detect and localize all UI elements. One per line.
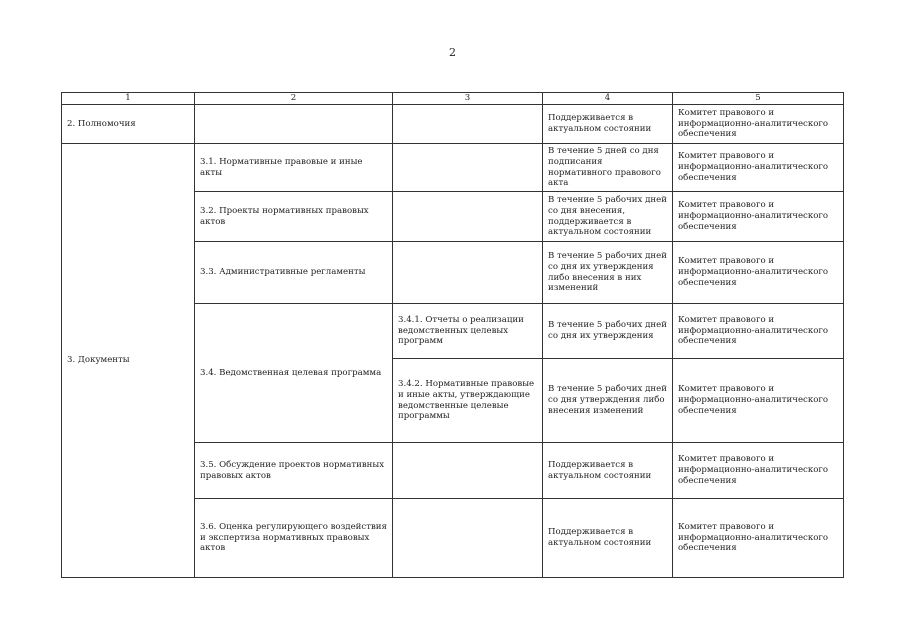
- section-cell: 2. Полномочия: [62, 105, 195, 144]
- term-cell: Поддерживается в актуальном состоянии: [543, 443, 673, 499]
- header-cell: 2: [195, 93, 393, 105]
- item-cell: 3.6. Оценка регулирующего воздействия и экспертиза нормативных правовых актов: [195, 499, 393, 578]
- term-cell: В течение 5 дней со дня подписания нормативного правового акта: [543, 144, 673, 192]
- empty-cell: [393, 105, 543, 144]
- document-table: [61, 92, 844, 578]
- responsible-cell: Комитет правового и информационно-аналитического обеспечения: [673, 443, 844, 499]
- responsible-cell: Комитет правового и информационно-аналитического обеспечения: [673, 105, 844, 144]
- responsible-cell: Комитет правового и информационно-аналитического обеспечения: [673, 304, 844, 359]
- responsible-cell: Комитет правового и информационно-аналитического обеспечения: [673, 499, 844, 578]
- empty-cell: [393, 192, 543, 242]
- responsible-cell: Комитет правового и информационно-аналитического обеспечения: [673, 192, 844, 242]
- header-cell: 1: [62, 93, 195, 105]
- term-cell: В течение 5 рабочих дней со дня их утверждения: [543, 304, 673, 359]
- responsible-cell: Комитет правового и информационно-аналитического обеспечения: [673, 242, 844, 304]
- empty-cell: [393, 499, 543, 578]
- item-cell: 3.1. Нормативные правовые и иные акты: [195, 144, 393, 192]
- header-cell: 4: [543, 93, 673, 105]
- empty-cell: [195, 105, 393, 144]
- table-row: [62, 105, 844, 144]
- table-row: [62, 144, 844, 192]
- header-cell: 3: [393, 93, 543, 105]
- term-cell: Поддерживается в актуальном состоянии: [543, 499, 673, 578]
- empty-cell: [393, 242, 543, 304]
- empty-cell: [393, 144, 543, 192]
- section-cell: 3. Документы: [62, 144, 195, 578]
- item-cell: 3.2. Проекты нормативных правовых актов: [195, 192, 393, 242]
- page-number: 2: [449, 46, 456, 59]
- item-cell: 3.5. Обсуждение проектов нормативных правовых актов: [195, 443, 393, 499]
- subitem-cell: 3.4.2. Нормативные правовые и иные акты, утверждающие ведомственные целевые программы: [393, 359, 543, 443]
- subitem-cell: 3.4.1. Отчеты о реализации ведомственных целевых программ: [393, 304, 543, 359]
- term-cell: В течение 5 рабочих дней со дня утверждения либо внесения изменений: [543, 359, 673, 443]
- responsible-cell: Комитет правового и информационно-аналитического обеспечения: [673, 359, 844, 443]
- term-cell: В течение 5 рабочих дней со дня внесения, поддерживается в актуальном состоянии: [543, 192, 673, 242]
- term-cell: Поддерживается в актуальном состоянии: [543, 105, 673, 144]
- empty-cell: [393, 443, 543, 499]
- responsible-cell: Комитет правового и информационно-аналитического обеспечения: [673, 144, 844, 192]
- header-cell: 5: [673, 93, 844, 105]
- item-cell: 3.4. Ведомственная целевая программа: [195, 304, 393, 443]
- item-cell: 3.3. Административные регламенты: [195, 242, 393, 304]
- term-cell: В течение 5 рабочих дней со дня их утверждения либо внесения в них изменений: [543, 242, 673, 304]
- table-header-row: [62, 93, 844, 105]
